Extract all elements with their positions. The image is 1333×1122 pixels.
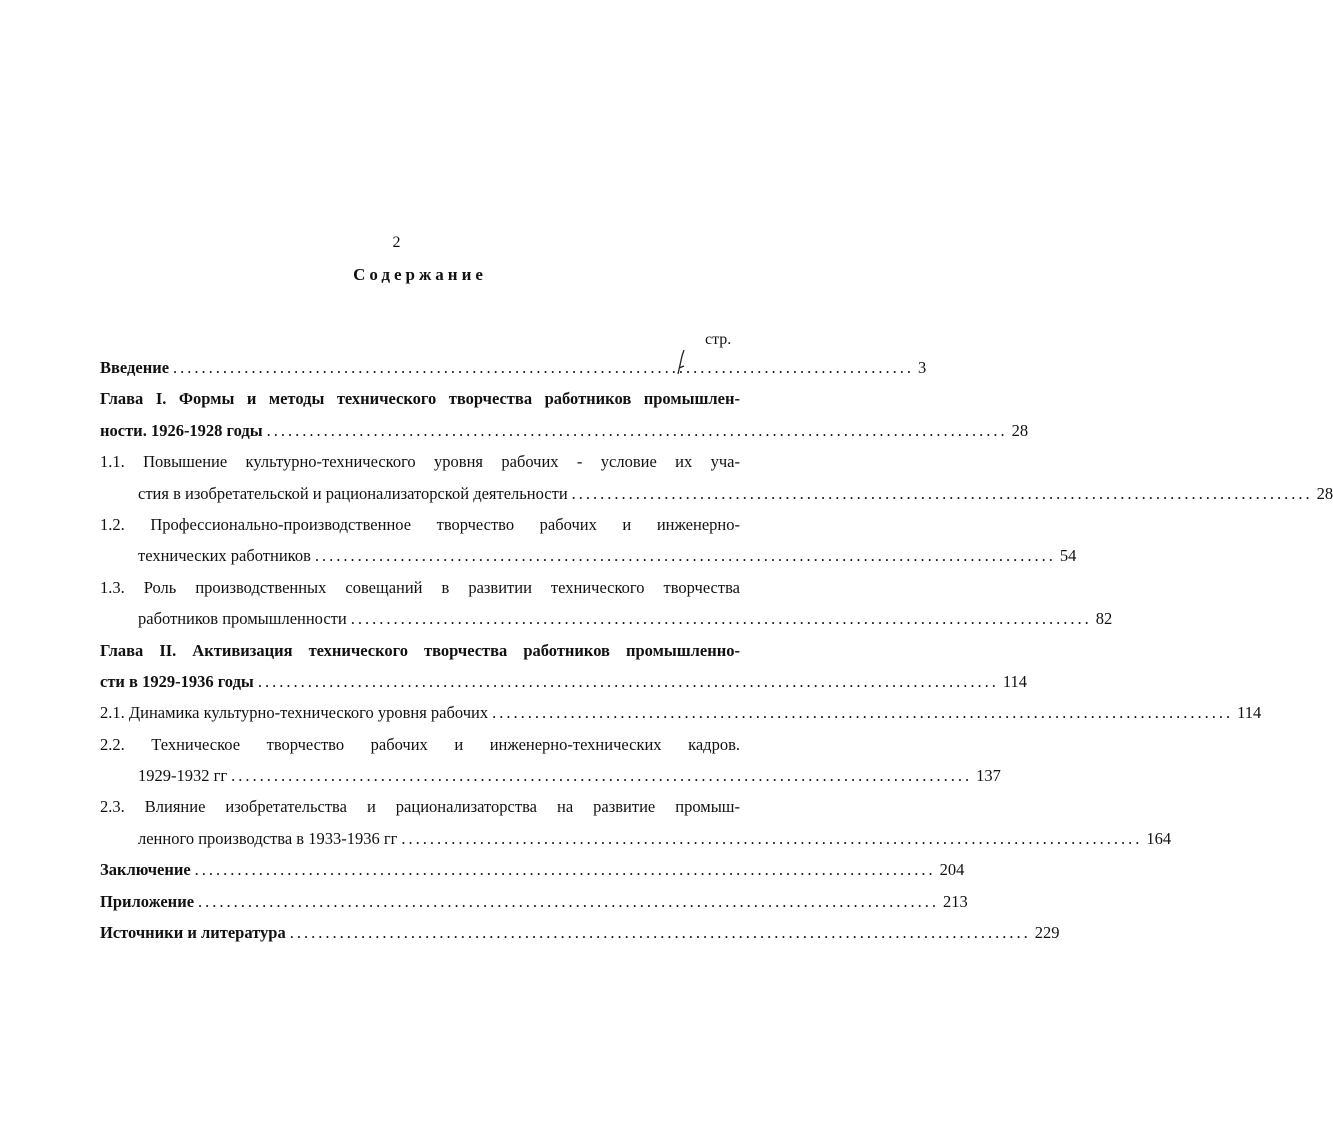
toc-entry-page: 114 [1237,703,1262,723]
toc-entry-text: Глава II. Активизация технического творчества работников промышленно- [100,640,740,660]
toc-entry-page: 204 [939,860,965,880]
toc-entry-text: работников промышленности [138,609,347,629]
toc-entry-appendix[interactable]: Приложение ........................................................................................................ 213 [100,886,740,917]
toc-entry-introduction[interactable]: Введение ........................................................................................................ 3 [100,352,740,383]
toc-entry-page: 213 [943,891,968,911]
toc-entry-chapter-1-cont[interactable]: ности. 1926-1928 годы ........................................................................................................ 28 [100,415,740,446]
toc-entry-page: 82 [1095,609,1113,629]
toc-entry-text: 1929-1932 гг [138,766,228,786]
toc-entry-text: Заключение [100,860,191,880]
toc-entry-2-2-cont[interactable]: 1929-1932 гг ........................................................................................................ 137 [100,760,740,791]
toc-entry-chapter-2-cont[interactable]: сти в 1929-1936 годы ........................................................................................................ 114 [100,666,740,697]
toc-entry-2-1[interactable]: 2.1. Динамика культурно-технического уровня рабочих ........................................................................................................ 114 [100,697,740,728]
toc-entry-text: 1.3. Роль производственных совещаний в развитии технического творчества [100,577,740,597]
toc-entry-text: Глава I. Формы и методы технического творчества работников промышлен- [100,389,740,409]
toc-entry-2-2[interactable] [100,729,740,760]
toc-entry-1-2-cont[interactable]: технических работников ........................................................................................................ 54 [100,540,740,571]
toc-entry-2-3[interactable] [100,791,740,822]
toc-entry-text: 2.1. Динамика культурно-технического уровня рабочих [100,703,489,723]
toc-entry-page: 164 [1146,828,1172,848]
toc-entry-text: сти в 1929-1936 годы [100,671,254,691]
toc-title: Содержание [353,265,487,284]
toc-entry-page: 28 [1316,483,1333,503]
toc-entry-text: ности. 1926-1928 годы [100,420,263,440]
toc-entry-text: 1.1. Повышение культурно-технического уровня рабочих - условие их уча- [100,452,740,472]
toc-entry-page: 54 [1059,546,1077,566]
toc-entry-page: 229 [1034,923,1060,943]
toc-entry-1-2[interactable] [100,509,740,540]
toc-entry-page: 137 [976,766,1001,786]
toc-entry-text: 2.3. Влияние изобретательства и рационализаторства на развитие промыш- [100,797,740,817]
toc-entry-page: 114 [1002,671,1027,691]
table-of-contents [100,352,1333,948]
toc-entry-text: Приложение [100,891,195,911]
toc-entry-1-1[interactable] [100,446,740,477]
toc-entry-sources[interactable]: Источники и литература ........................................................................................................ 229 [100,917,740,948]
toc-entry-text: технических работников [138,546,311,566]
toc-entry-page: 3 [918,358,927,377]
toc-entry-text: стия в изобретательской и рационализаторской деятельности [138,483,568,503]
toc-entry-chapter-1[interactable] [100,383,740,414]
toc-entry-1-1-cont[interactable]: стия в изобретательской и рационализаторской деятельности ........................................................................................................ 28 [100,478,740,509]
toc-entry-text: 1.2. Профессионально-производственное творчество рабочих и инженерно- [100,514,740,534]
toc-entry-text: Источники и литература [100,923,286,943]
toc-entry-2-3-cont[interactable]: ленного производства в 1933-1936 гг ........................................................................................................ 164 [100,823,740,854]
page-number: 2 [392,234,401,251]
toc-entry-1-3-cont[interactable]: работников промышленности ........................................................................................................ 82 [100,603,740,634]
toc-entry-text: ленного производства в 1933-1936 гг [138,828,398,848]
toc-entry-chapter-2[interactable] [100,635,740,666]
toc-entry-page: 28 [1011,420,1029,440]
toc-entry-1-3[interactable] [100,572,740,603]
page-column-label: стр. [705,331,732,348]
toc-entry-text: 2.2. Техническое творчество рабочих и инженерно-технических кадров. [100,734,740,754]
toc-entry-text: Введение [100,358,170,377]
toc-entry-conclusion[interactable]: Заключение ........................................................................................................ 204 [100,854,740,885]
